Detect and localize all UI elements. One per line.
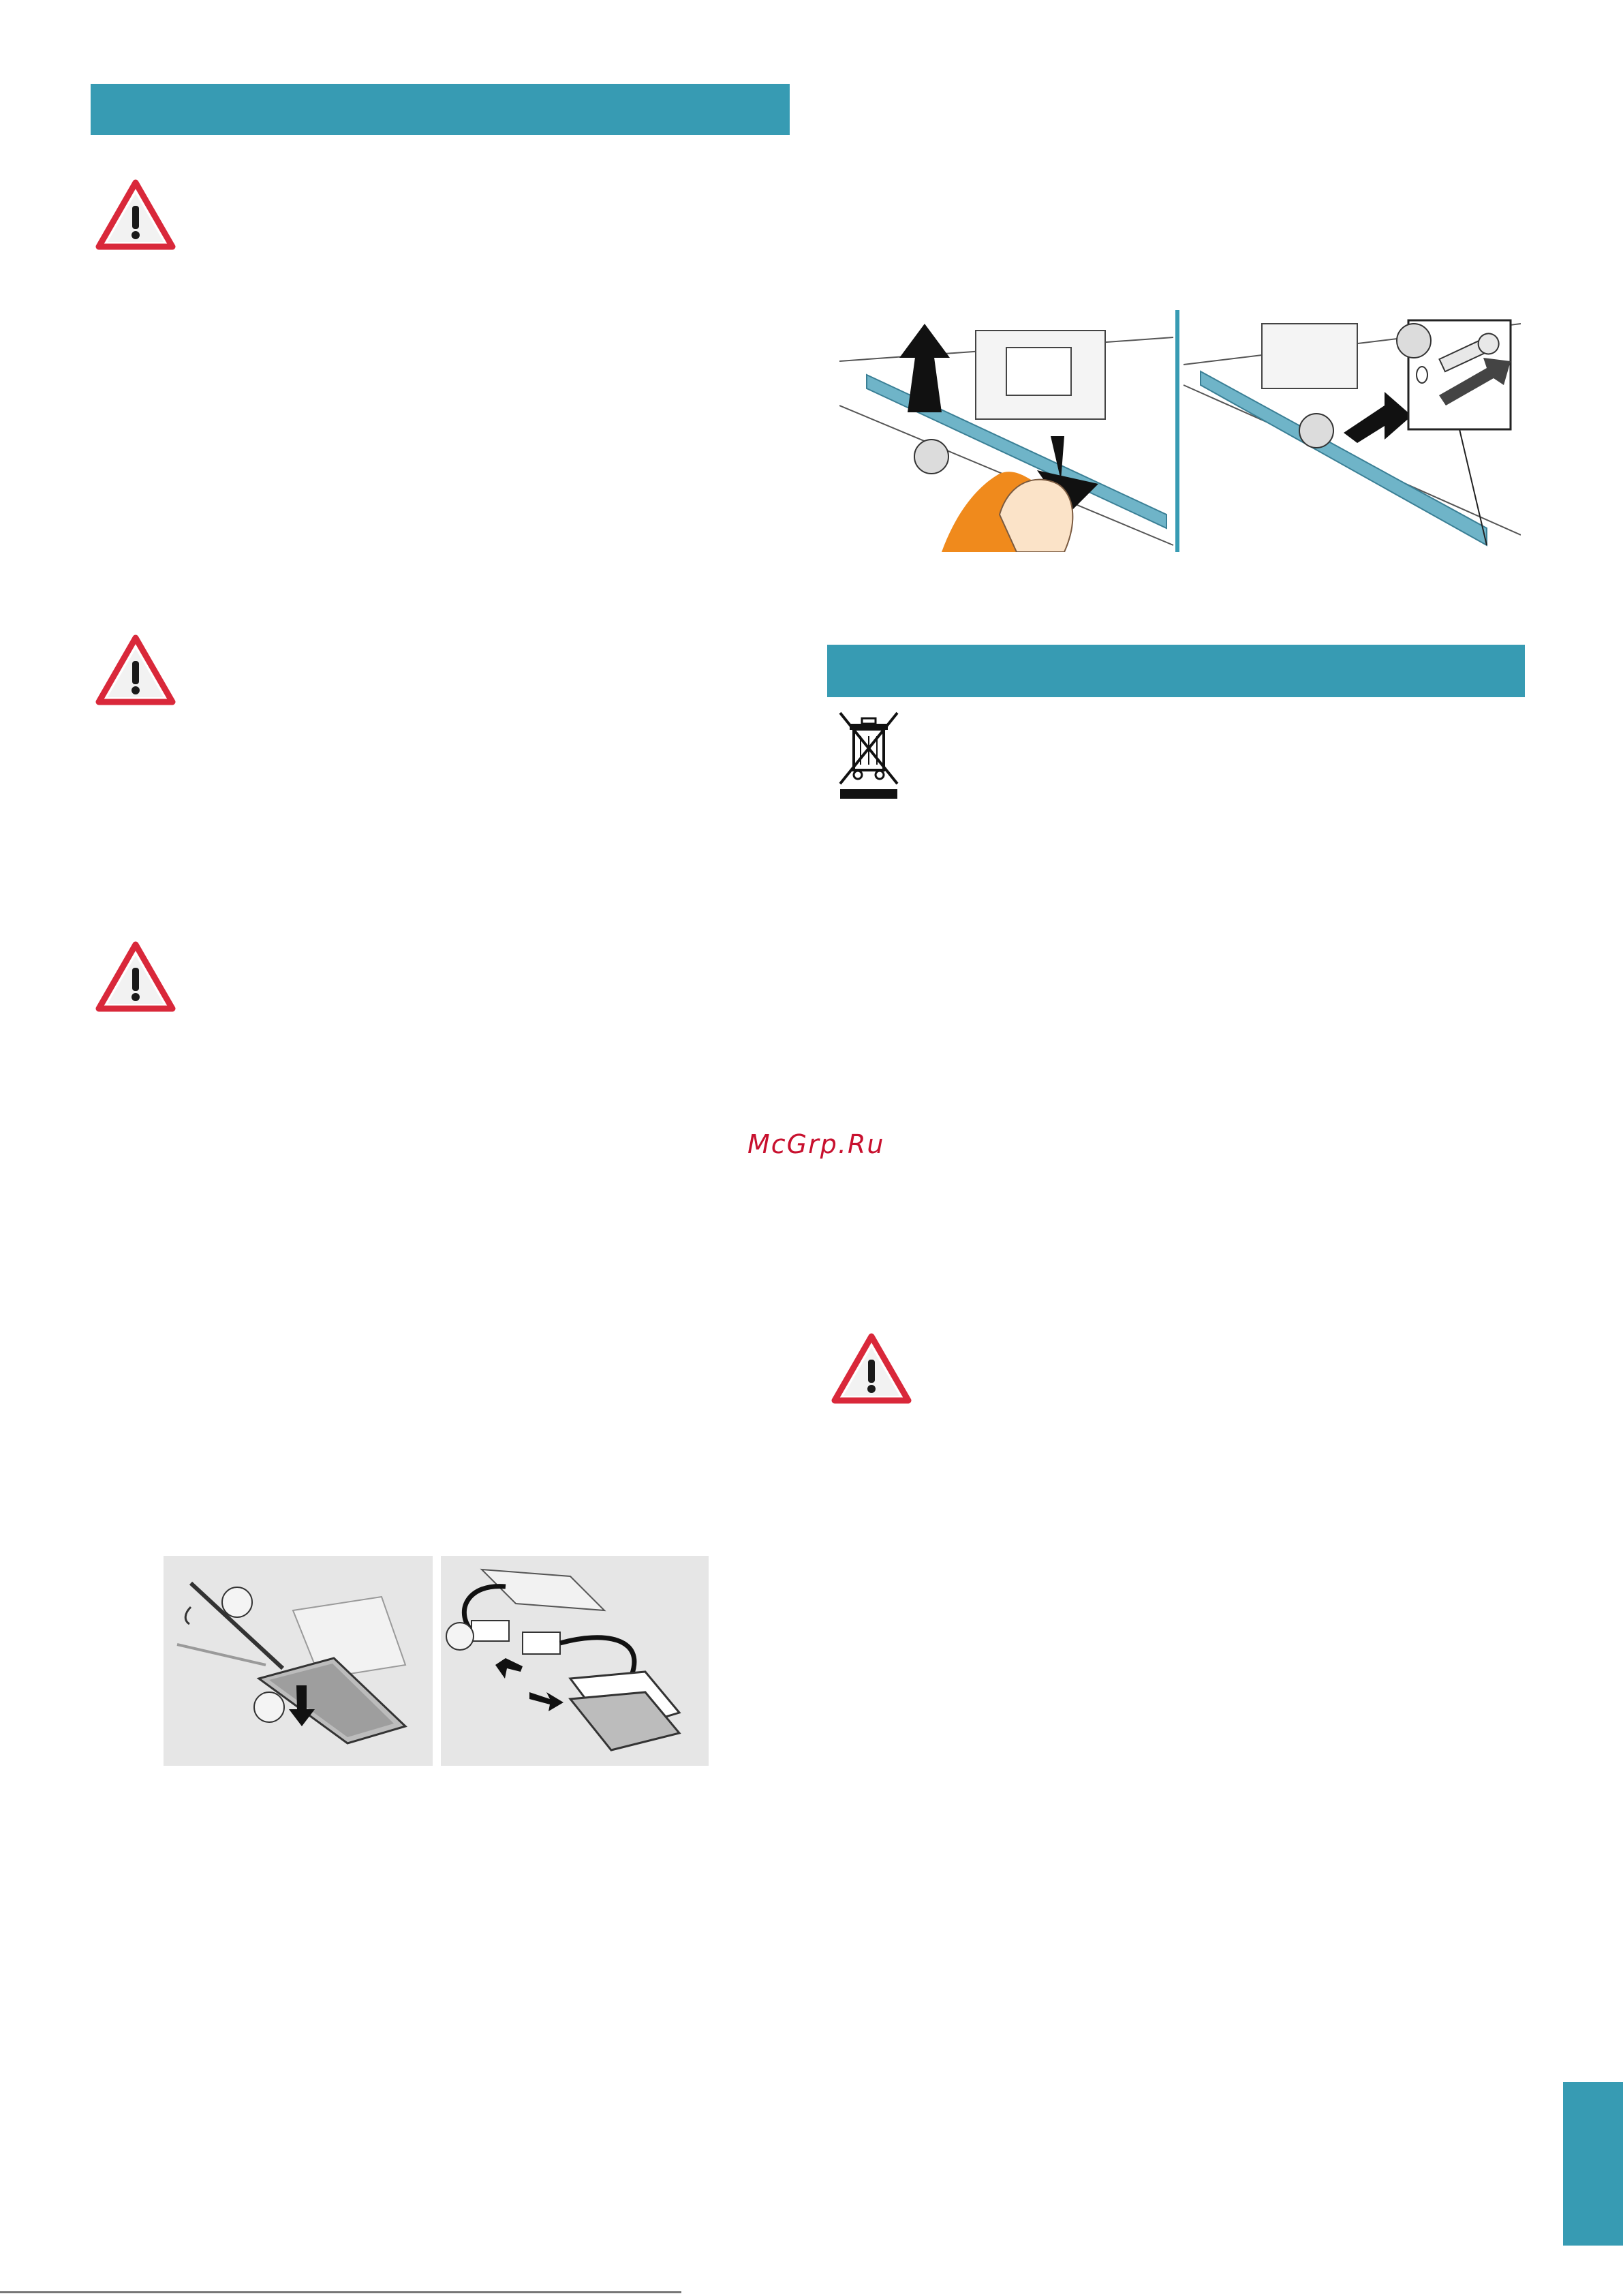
- lamp-removal-illustration-left: [164, 1556, 433, 1766]
- warning-triangle-icon: [95, 179, 176, 251]
- footer-rule: [0, 2291, 681, 2293]
- warning-triangle-icon: [95, 634, 176, 706]
- filter-strip-illustration: [839, 310, 1521, 552]
- section-header-bar-right: [827, 645, 1525, 697]
- crossed-out-wheeled-bin-icon: [835, 710, 903, 800]
- wipe-strip-panel: [839, 310, 1173, 552]
- watermark-text: McGrp.Ru: [747, 1129, 885, 1159]
- section-header-bar-left: [91, 84, 790, 135]
- refit-strip-panel: [1184, 310, 1521, 552]
- warning-triangle-icon: [831, 1332, 912, 1405]
- warning-triangle-icon: [95, 940, 176, 1013]
- side-page-tab: [1563, 2082, 1623, 2246]
- lamp-removal-illustration-right: [441, 1556, 709, 1766]
